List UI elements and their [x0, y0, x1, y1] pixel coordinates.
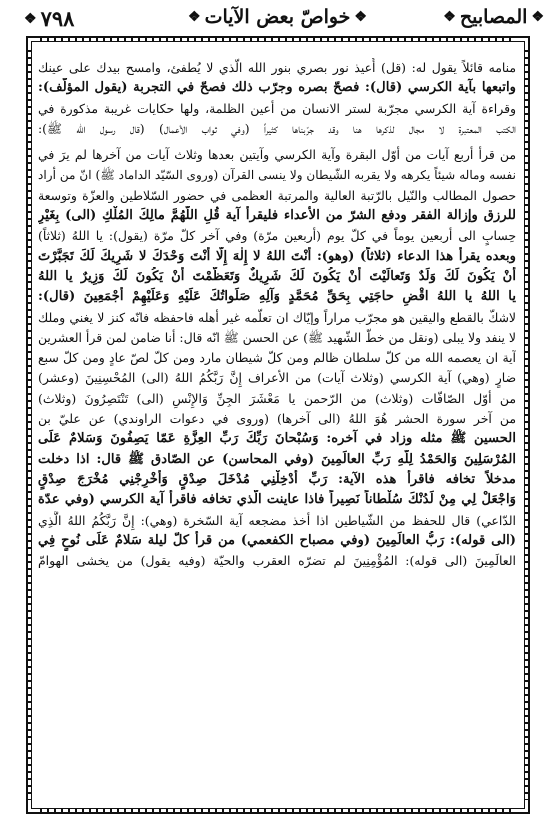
page-number: ٧٩٨: [40, 6, 75, 31]
text-line: أَنْ يَكُونَ لَكَ وَلَدٌ وَتَعالَيْتَ أَنْ يَكُونَ لَكَ شَرِيكٌ وَتَعَظَّمْتَ أَنْ يَكُونَ لَكَ وَزِيرٌ يا اللهُ: [38, 268, 516, 284]
text-line: واتبعها بآية الكرسي (قال): فصحّ بصره وجرّب ذلك فصحّ في التجربة (يقول المؤلّف):: [38, 80, 516, 96]
page-header: [20, 4, 548, 38]
ornament-icon: ❖: [188, 9, 201, 25]
running-title-group: [188, 6, 367, 28]
frame-border-decoration: [40, 38, 516, 42]
text-line: المُرْسَلِينَ وَالحَمْدُ لِلّهِ رَبِّ العالَمِينَ (وفي المحاسن) عن الصّادق ﷺ قال: اذا دخلت: [38, 451, 516, 467]
text-line: حصول المطالب والنّيل بالرّتبة العالية والمرتبة العظمى في حضور السّلاطين والعزّة وتوسعة: [38, 187, 516, 203]
text-line: العالَمِينَ (الى قوله): المُؤْمِنِينَ لم تضرّه العقرب والحيّة (وفيه يقول) من يخشى الهوامّ: [38, 553, 516, 569]
text-line: ضارٍ (وهي) آية الكرسي (وثلاث آيات) من الأعراف إِنَّ رَبَّكُمُ اللهُ (الى) المُحْسِنِينَ (وعشر): [38, 370, 516, 386]
text-line: منامه قائلاً يقول له: (قل) أُعيذ نور بصري بنور الله الّذي لا يُطفئ، وامسح بيدك على عينك: [38, 60, 516, 75]
text-line: من قرأ أربع آيات من أوّل البقرة وآية الكرسي وآيتين بعدها وثلاث آيات من آخرها لم يرَ في: [38, 147, 516, 163]
body-text: [38, 58, 516, 798]
text-line: يا اللهُ يا اللهُ اقْضِ حاجَتِي بِحَقِّ مُحَمَّدٍ وَآلِهِ صَلَواتُكَ عَلَيْهِ وَعَلَيْهِمْ أَجْمَعِينَ (قال):: [38, 289, 516, 305]
text-line: آية ان يعصمه الله من كلّ سلطان ظالم ومن كلّ شيطان مارد ومن كلّ لصّ عادٍ ومن كلّ سبع: [38, 350, 516, 366]
book-title-group: [443, 6, 544, 28]
text-line: الدّاعي) قال للحفظ من الشّياطين اذا أخذ مضجعه آية السّخرة (وهي): إِنَّ رَبَّكُمُ اللهُ الَّذِي: [38, 512, 516, 528]
page-number-group: [24, 6, 74, 31]
frame-border-decoration: [40, 808, 516, 812]
ornament-icon: ❖: [531, 9, 544, 25]
text-line: للرزق وإزالة الفقر ودفع الشرّ من الأعداء فليقرأ آية قُلِ اللّهُمَّ مالِكَ المُلْكِ (الى) بِغَيْرِ: [38, 208, 516, 224]
text-line: من أوّل الصّافّات (وثلاث) من الرّحمن يا مَعْشَرَ الجِنِّ وَالإِنْسِ (الى) تَنْتَصِرُونَ (وثلاث): [38, 390, 516, 406]
text-line: مدخلاً تخافه فاقرأ هذه الآية: رَبِّ أَدْخِلْنِي مُدْخَلَ صِدْقٍ وَأَخْرِجْنِي مُخْرَجَ صِدْقٍ: [38, 471, 516, 487]
text-line: لاشكّ بالقطع واليقين هو مجرّب مراراً وإيّاك ان تعلّمه غير أهله فاحفظه فانّه كنز لا يغني وملك: [38, 309, 516, 325]
ornament-icon: ❖: [443, 9, 456, 25]
text-line: الكتب المعتبرة لا مجال لذكرها هنا وقد جرّبناها كثيراً (وفي ثواب الأعمال) (قال رسول الله ﷺ):: [38, 120, 516, 136]
text-line: وبعده يقرأ هذا الدعاء (ثلاثاً) (وهو): أَنْتَ اللهُ لا إِلٰهَ إِلّا أَنْتَ وَحْدَكَ لا شَرِيكَ لَكَ تَجَبَّرْتَ: [38, 248, 516, 264]
frame-border-decoration: [28, 50, 32, 800]
ornament-icon: ❖: [24, 10, 37, 27]
book-title: المصابيح: [459, 6, 528, 28]
text-line: لا ينفد ولا يبلى (ونقل من خطّ الشّهيد ﷺ) عن الحسن ﷺ انّه قال: أنا ضامن لمن قرأ العشرين: [38, 329, 516, 345]
text-line: حِسابٍ الى أربعين يوماً في كلّ يوم (أربعين مرّة) وفي آخر كلّ مرّة (يقول): يا اللهُ (ثلاثاً): [38, 228, 516, 244]
frame-border-decoration: [524, 50, 528, 800]
running-title: خواصّ بعض الآيات: [204, 6, 351, 28]
text-line: من آخر سورة الحشر هُوَ اللهُ (الى آخرها) (وروى في دعوات الراوندي) عن عليّ بن: [38, 411, 516, 427]
text-line: وَاجْعَلْ لِي مِنْ لَدُنْكَ سُلْطاناً نَصِيراً فاذا عاينت الّذي تخافه فاقرأ آية الكرسي (وفي عدّة: [38, 492, 516, 508]
ornament-icon: ❖: [354, 9, 367, 25]
text-line: (الى قوله): رَبُّ العالَمِينَ (وفي مصباح الكفعمي) من قرأ كلّ ليلة سَلامٌ عَلَى نُوحٍ فِي: [38, 532, 516, 548]
text-line: نفسه وماله شيئاً يكرهه ولا يقربه الشّيطان ولا ينسى القرآن (وروى السّيّد الداماد ﷺ) انّ من أراد: [38, 168, 516, 183]
text-line: وقراءة آية الكرسي مجرّبة لستر الانسان من أعين الظلمة، ولها حكايات غريبة مذكورة في: [38, 100, 516, 116]
text-line: الحسين ﷺ مثله وزاد في آخره: وَسُبْحانَ رَبِّكَ رَبِّ العِزَّةِ عَمّا يَصِفُونَ وَسَلامٌ عَلَى: [38, 431, 516, 447]
